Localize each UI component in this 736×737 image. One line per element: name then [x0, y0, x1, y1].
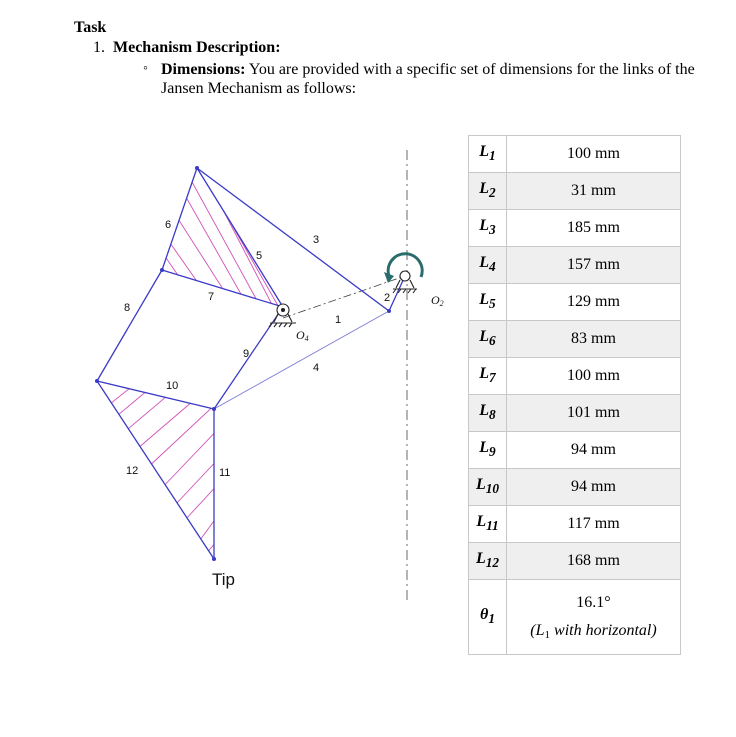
dimensions-table [468, 135, 681, 655]
value-cell: 101 mm [507, 395, 681, 432]
section-number: 1. [93, 39, 105, 56]
symbol-cell: $L_8$ [469, 395, 507, 432]
link-10 [97, 381, 214, 409]
symbol-cell: $L_3$ [469, 210, 507, 247]
value-cell: 129 mm [507, 284, 681, 321]
link-12 [97, 381, 214, 559]
value-cell: 100 mm [507, 136, 681, 173]
label-o2: O2 [431, 293, 444, 308]
symbol-cell: $L_1$ [469, 136, 507, 173]
symbol-cell: $L_5$ [469, 284, 507, 321]
value-cell: 117 mm [507, 506, 681, 543]
theta-note: ($L_1$ with horizontal) [530, 621, 657, 641]
theta-angle: 16.1° [576, 593, 611, 611]
bullet-marker: ◦ [143, 61, 148, 76]
value-cell: 100 mm [507, 358, 681, 395]
link-2 [389, 276, 405, 311]
label-link-2: 2 [384, 292, 391, 304]
label-link-10: 10 [166, 380, 179, 392]
link-5 [197, 168, 283, 307]
table-row [469, 506, 681, 543]
label-link-6: 6 [165, 219, 172, 231]
symbol-cell: $L_4$ [469, 247, 507, 284]
label-link-12: 12 [126, 465, 139, 477]
table-row [469, 395, 681, 432]
value-cell: 83 mm [507, 321, 681, 358]
label-link-8: 8 [124, 302, 131, 314]
label-link-7: 7 [208, 291, 215, 303]
label-link-5: 5 [256, 250, 263, 262]
dimensions-lead: Dimensions: [161, 61, 246, 78]
label-link-1: 1 [335, 314, 342, 326]
table-row [469, 210, 681, 247]
joints [95, 166, 391, 561]
section-title: Mechanism Description: [113, 39, 281, 56]
table-row [469, 358, 681, 395]
value-cell: 31 mm [507, 173, 681, 210]
value-cell: 94 mm [507, 469, 681, 506]
table-row [469, 469, 681, 506]
value-cell: 168 mm [507, 543, 681, 580]
label-link-9: 9 [243, 348, 250, 360]
value-cell: 157 mm [507, 247, 681, 284]
table-row [469, 136, 681, 173]
value-cell: 94 mm [507, 432, 681, 469]
pivot-o4-ground [269, 304, 296, 327]
dimensions-text: You are provided with a specific set of dimensions for the links of the Jansen Mechanism as follows: [161, 61, 695, 97]
label-link-11: 11 [219, 467, 231, 479]
pivot-o2-ground [384, 254, 422, 293]
theta-value-cell [507, 580, 681, 655]
link-4 [214, 311, 389, 409]
table-row [469, 321, 681, 358]
value-cell: 185 mm [507, 210, 681, 247]
symbol-cell: $L_2$ [469, 173, 507, 210]
label-o4: O4 [296, 328, 309, 343]
tip-label: Tip [212, 570, 235, 589]
theta-symbol-cell: $\theta_1$ [469, 580, 507, 655]
table-row-theta [469, 580, 681, 655]
table-row [469, 543, 681, 580]
table-row [469, 432, 681, 469]
symbol-cell: $L_6$ [469, 321, 507, 358]
task-heading: Task [74, 19, 107, 36]
symbol-cell: $L_{12}$ [469, 543, 507, 580]
symbol-cell: $L_7$ [469, 358, 507, 395]
label-link-4: 4 [313, 362, 320, 374]
table-row [469, 284, 681, 321]
link-7 [162, 270, 283, 307]
symbol-cell: $L_{11}$ [469, 506, 507, 543]
link-8 [97, 270, 162, 381]
symbol-cell: $L_9$ [469, 432, 507, 469]
links [97, 168, 405, 559]
table-row [469, 247, 681, 284]
label-link-3: 3 [313, 234, 320, 246]
symbol-cell: $L_{10}$ [469, 469, 507, 506]
table-row [469, 173, 681, 210]
